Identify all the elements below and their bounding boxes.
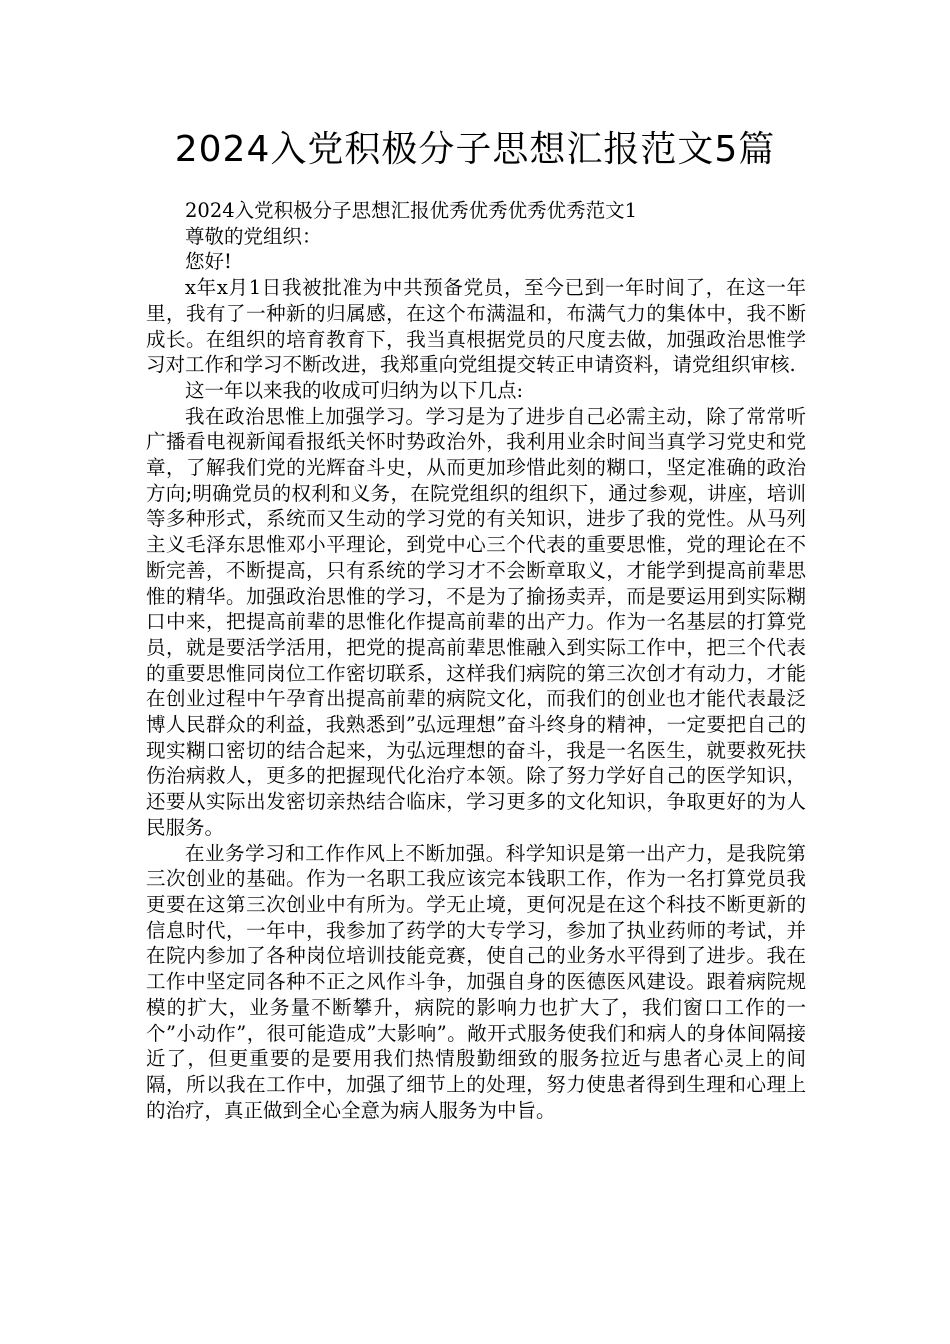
paragraph-intro: x年x月1日我被批准为中共预备党员，至今已到一年时间了，在这一年里，我有了一种新的归属感，在这个布满温和，布满气力的集体中，我不断成长。在组织的培育教育下，我当真根据党员的尺度去做，加强政治思惟学习对工作和学习不断改进，我郑重向党组提交转正申请资料，请党组织审核. — [146, 276, 806, 377]
document-title: 2024入党积极分子思想汇报范文5篇 — [174, 129, 776, 170]
document-body — [146, 198, 806, 1123]
paragraph-summary-lead: 这一年以来我的收成可归纳为以下几点: — [185, 378, 524, 402]
paragraph-subtitle: 2024入党积极分子思想汇报优秀优秀优秀优秀范文1 — [185, 199, 638, 222]
paragraph-political-study: 我在政治思惟上加强学习。学习是为了进步自己必需主动，除了常常听广播看电视新闻看报纸关怀时势政治外，我利用业余时间当真学习党史和党章，了解我们党的光辉奋斗史，从而更加珍惜此刻的糊口，坚定准确的政治方向;明确党员的权利和义务，在院党组织的组织下，通过参观，讲座，培训等多种形式，系统而又生动的学习党的有关知识，进步了我的党性。从马列主义毛泽东思惟邓小平理论，到党中心三个代表的重要思惟，党的理论在不断完善，不断提高，只有系统的学习才不会断章取义，才能学到提高前辈思惟的精华。加强政治思惟的学习，不是为了揄扬卖弄，而是要运用到实际糊口中来，把提高前辈的思惟化作提高前辈的出产力。作为一名基层的打算党员，就是要活学活用，把党的提高前辈思惟融入到实际工作中，把三个代表的重要思惟同岗位工作密切联系，这样我们病院的第三次创才有动力，才能在创业过程中午孕育出提高前辈的病院文化，而我们的创业也才能代表最泛博人民群众的利益，我熟悉到”弘远理想”奋斗终身的精神，一定要把自己的现实糊口密切的结合起来，为弘远理想的奋斗，我是一名医生，就要救死扶伤治病救人，更多的把握现代化治疗本领。除了努力学好自己的医学知识，还要从实际出发密切亲热结合临床，学习更多的文化知识，争取更好的为人民服务。 — [146, 404, 806, 839]
paragraph-greeting: 您好! — [185, 250, 232, 274]
paragraph-salutation: 尊敬的党组织： — [185, 224, 322, 248]
paragraph-work-study: 在业务学习和工作作风上不断加强。科学知识是第一出产力，是我院第三次创业的基础。作为一名职工我应该完本钱职工作，作为一名打算党员我更要在这第三次创业中有所为。学无止境，更何况是在这个科技不断更新的信息时代，一年中，我参加了药学的大专学习，参加了执业药师的考试，并在院内参加了各种岗位培训技能竞赛，使自己的业务水平得到了进步。我在工作中坚定同各种不正之风作斗争，加强自身的医德医风建设。跟着病院规模的扩大，业务量不断攀升，病院的影响力也扩大了，我们窗口工作的一个”小动作”，很可能造成”大影响”。敞开式服务使我们和病人的身体间隔接近了，但更重要的是要用我们热情殷勤细致的服务拉近与患者心灵上的间隔，所以我在工作中，加强了细节上的处理，努力使患者得到生理和心理上的治疗，真正做到全心全意为病人服务为中旨。 — [146, 841, 806, 1122]
